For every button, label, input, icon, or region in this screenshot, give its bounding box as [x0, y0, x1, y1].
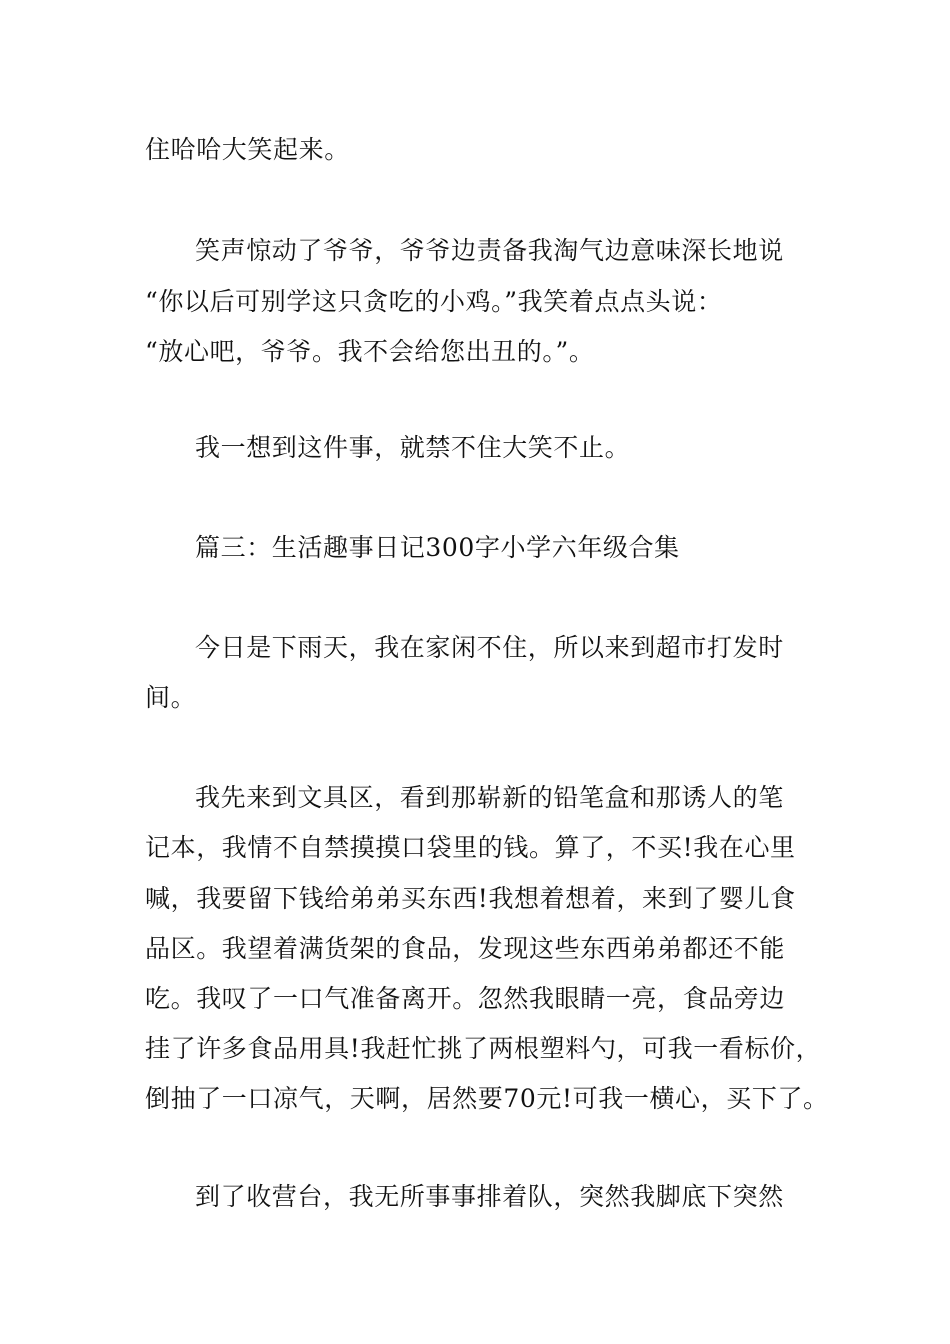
paragraph-line: 吃。我叹了一口气准备离开。忽然我眼睛一亮，食品旁边	[145, 984, 786, 1013]
paragraph-line: 到了收营台，我无所事事排着队，突然我脚底下突然	[195, 1182, 784, 1211]
paragraph-line: “你以后可别学这只贪吃的小鸡。”我笑着点点头说：	[145, 287, 723, 316]
paragraph-line: 间。	[145, 683, 197, 712]
paragraph-line: 住哈哈大笑起来。	[145, 135, 350, 164]
paragraph-line: 我一想到这件事，就禁不住大笑不止。	[195, 433, 631, 462]
paragraph-line: 喊，我要留下钱给弟弟买东西!我想着想着，来到了婴儿食	[145, 884, 796, 913]
paragraph-line: “放心吧，爷爷。我不会给您出丑的。”。	[145, 337, 595, 366]
paragraph-line: 挂了许多食品用具!我赶忙挑了两根塑料勺，可我一看标价，	[145, 1034, 822, 1063]
section-heading: 篇三：生活趣事日记300字小学六年级合集	[195, 533, 680, 562]
paragraph-line: 品区。我望着满货架的食品，发现这些东西弟弟都还不能	[145, 934, 786, 963]
paragraph-line: 我先来到文具区，看到那崭新的铅笔盒和那诱人的笔	[195, 783, 784, 812]
paragraph-line: 笑声惊动了爷爷，爷爷边责备我淘气边意味深长地说	[195, 236, 784, 265]
paragraph-line: 倒抽了一口凉气，天啊，居然要70元!可我一横心，买下了。	[145, 1084, 829, 1113]
paragraph-line: 记本，我情不自禁摸摸口袋里的钱。算了，不买!我在心里	[145, 833, 796, 862]
paragraph-line: 今日是下雨天，我在家闲不住，所以来到超市打发时	[195, 633, 784, 662]
